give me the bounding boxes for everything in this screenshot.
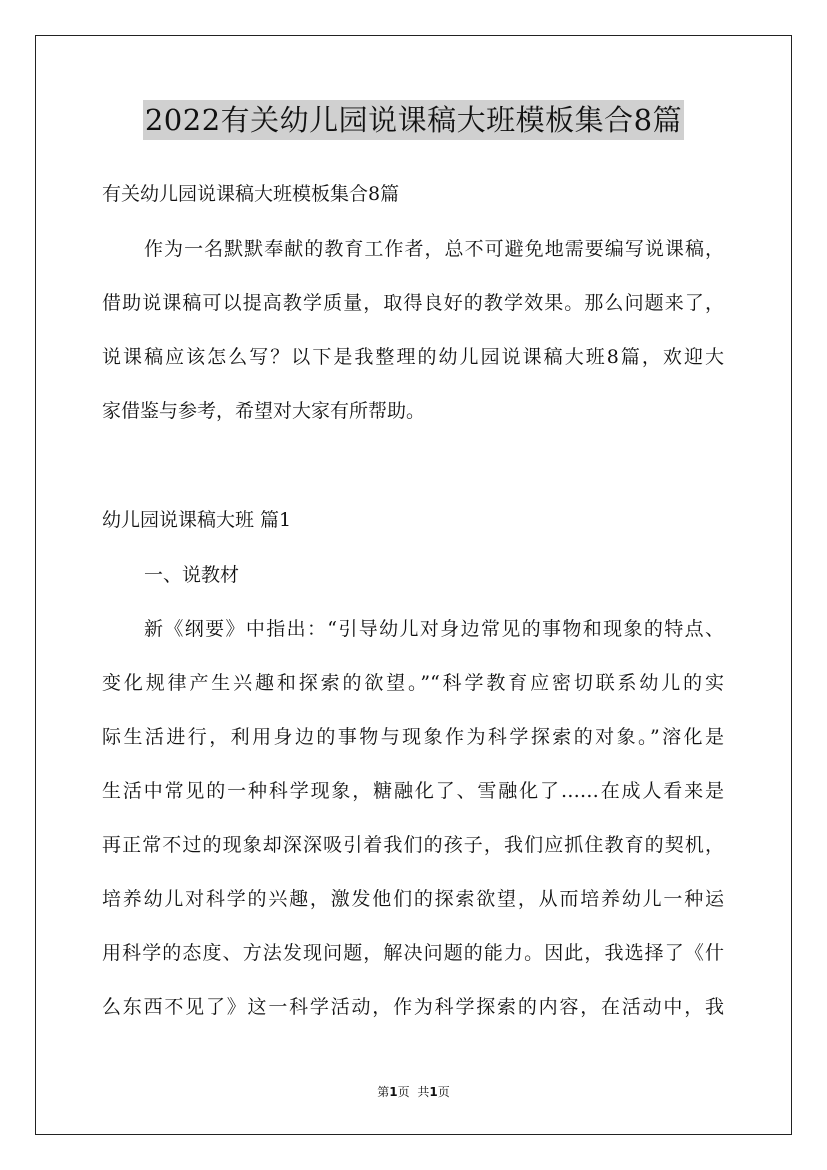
body-line: 再正常不过的现象却深深吸引着我们的孩子，我们应抓住教育的契机， <box>102 834 724 856</box>
title-wrap <box>0 100 827 140</box>
intro-line: 作为一名默默奉献的教育工作者，总不可避免地需要编写说课稿， <box>144 238 724 260</box>
document-subtitle: 有关幼儿园说课稿大班模板集合8篇 <box>102 183 400 205</box>
body-line: 用科学的态度、方法发现问题，解决问题的能力。因此，我选择了《什 <box>102 942 724 964</box>
footer-total-pages: 1 <box>429 1085 438 1099</box>
body-line: 生活中常见的一种科学现象，糖融化了、雪融化了……在成人看来是 <box>102 780 724 802</box>
body-line: 变化规律产生兴趣和探索的欲望。”“科学教育应密切联系幼儿的实 <box>102 672 724 694</box>
subsection-heading: 一、说教材 <box>144 564 240 586</box>
footer-page-prefix: 第 <box>377 1085 390 1099</box>
body-line: 么东西不见了》这一科学活动，作为科学探索的内容，在活动中，我 <box>102 996 724 1018</box>
intro-line: 家借鉴与参考，希望对大家有所帮助。 <box>102 400 426 422</box>
footer-page-suffix: 页 <box>397 1085 410 1099</box>
section-heading: 幼儿园说课稿大班 篇1 <box>102 509 292 531</box>
page-footer <box>0 1084 827 1100</box>
intro-line: 说课稿应该怎么写？以下是我整理的幼儿园说课稿大班8篇，欢迎大 <box>102 346 724 368</box>
footer-total-suffix: 页 <box>437 1085 450 1099</box>
intro-line: 借助说课稿可以提高教学质量，取得良好的教学效果。那么问题来了， <box>102 292 724 314</box>
footer-page-number: 1 <box>389 1085 398 1099</box>
body-line: 际生活进行，利用身边的事物与现象作为科学探索的对象。”溶化是 <box>102 726 724 748</box>
footer-total-prefix: 共 <box>417 1085 430 1099</box>
document-title: 2022有关幼儿园说课稿大班模板集合8篇 <box>143 100 684 140</box>
body-line: 培养幼儿对科学的兴趣，激发他们的探索欲望，从而培养幼儿一种运 <box>102 888 724 910</box>
body-line: 新《纲要》中指出：“引导幼儿对身边常见的事物和现象的特点、 <box>144 618 724 640</box>
